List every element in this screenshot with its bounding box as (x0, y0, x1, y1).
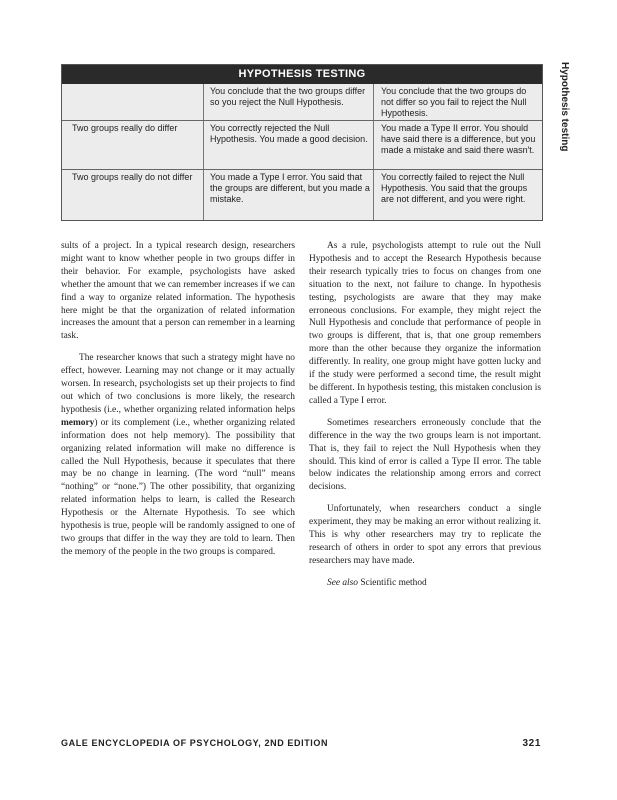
table-row (62, 121, 542, 170)
paragraph-text: ) or its complement (i.e., whether organizing related information does not help memory). The possibility that organizing related information will make no difference is called the Null Hypothesis, because it speculates that there may be no change in learning. (The word “null” means “nothing” or “none.”) The other possibility, that organizing related information helps to learn, is called the Research Hypothesis or the Alternate Hypothesis. To see which hypothesis is true, people will be randomly assigned to one of two groups that differ in the way they are told to learn. Then the memory of the people in the two groups is compared. (61, 417, 295, 557)
header-cell-fail-to-reject: You conclude that the two groups do not differ so you fail to reject the Null Hypothesis. (381, 86, 527, 118)
see-also-link: Scientific method (360, 577, 427, 588)
header-cell-reject: You conclude that the two groups differ so you reject the Null Hypothesis. (210, 86, 366, 107)
paragraph: Unfortunately, when researchers conduct a single experiment, they may be making an error without realizing it. This is why other researchers may try to replicate the research of others in order to spot any errors that previous researchers may have made. (309, 504, 541, 566)
row-label: Two groups really do not differ (72, 172, 193, 182)
table-cell: You correctly rejected the Null Hypothesis. You made a good decision. (210, 123, 368, 144)
page-footer (61, 738, 541, 752)
paragraph-text: The researcher knows that such a strategy might have no effect, however. Learning may not change or it may actually worsen. In research, psychologists set up their projects to find out which of two conclusions is more likely, the research hypothesis (i.e., whether organizing related information helps (61, 353, 295, 415)
table-title: HYPOTHESIS TESTING (62, 65, 542, 84)
table-cell: You correctly failed to reject the Null Hypothesis. You said that the groups are not different, and you were right. (381, 172, 528, 204)
paragraph: sults of a project. In a typical research design, researchers might want to know whether people in two groups differ in their behavior. For example, psychologists have asked whether the amount that we can remember increases if we can find a way to organize related information. The hypothesis here might be that the organization of related information increases the amount that a person can remember in a learning task. (61, 241, 295, 342)
page-number: 321 (522, 738, 541, 749)
table-cell: You made a Type II error. You should have said there is a difference, but you made a mistake and said there wasn't. (381, 123, 536, 155)
paragraph: As a rule, psychologists attempt to rule out the Null Hypothesis and to accept the Research Hypothesis because their research typically tries to focus on changes from one situation to the next, not failure to change. In hypothesis testing, psychologists are aware that they may make erroneous conclusions. For example, they might reject the Null Hypothesis and conclude that performance of people in two groups is different, that is, that one group remembers more than the other because they organize the information differently. In reality, one group might have gotten lucky and if the study were performed a second time, the result might be different. In hypothesis testing, this mistaken conclusion is called a Type I error. (309, 241, 541, 406)
hypothesis-testing-table (61, 64, 543, 221)
table-cell: You made a Type I error. You said that the groups are different, but you made a mistake. (210, 172, 370, 204)
table-row (62, 170, 542, 220)
left-text-column (61, 240, 295, 568)
bold-term-memory: memory (61, 417, 95, 428)
table-header-row (62, 84, 542, 121)
right-text-column (309, 240, 541, 599)
paragraph: Sometimes researchers erroneously conclude that the difference in the way the two groups learn is not important. That is, they fail to reject the Null Hypothesis when they should. This kind of error is called a Type II error. The table below indicates the relationship among errors and correct decisions. (309, 417, 541, 493)
row-label: Two groups really do differ (72, 123, 178, 133)
see-also (309, 577, 541, 590)
paragraph (61, 352, 295, 559)
section-side-title: Hypothesis testing (559, 62, 570, 152)
see-also-label: See also (327, 577, 358, 588)
publication-title: GALE ENCYCLOPEDIA OF PSYCHOLOGY, 2ND EDITION (61, 738, 329, 748)
